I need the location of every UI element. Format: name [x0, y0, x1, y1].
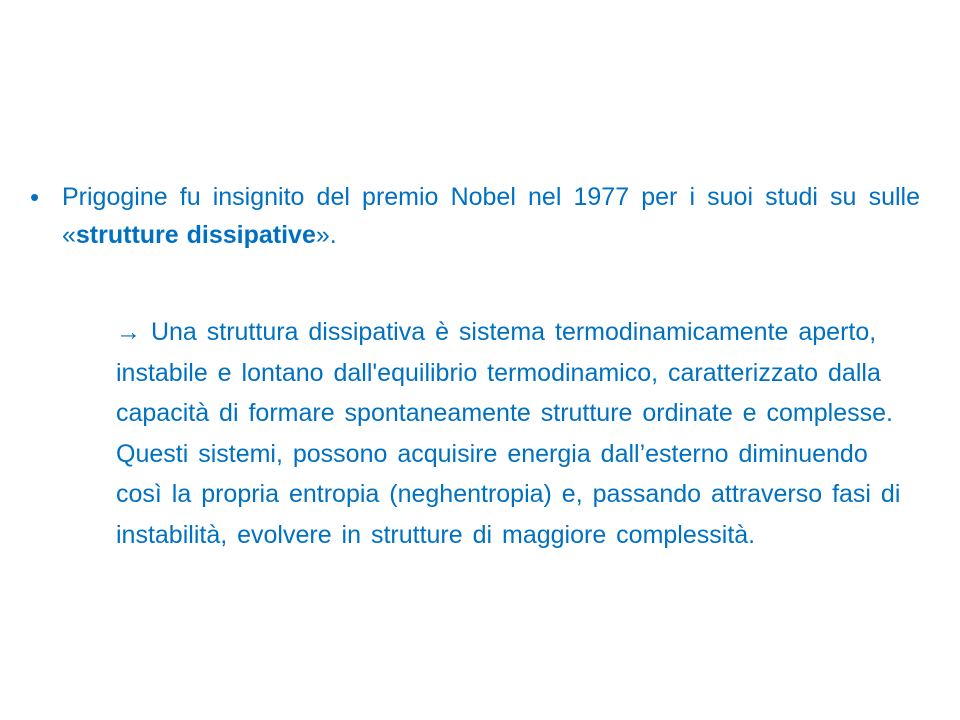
sub-paragraph: → Una struttura dissipativa è sistema termodinamicamente aperto, instabile e lontano dall'equilibrio termodinamico, caratterizzato dalla capacità di formare spontaneamente strutture ordinate e complesse. Questi sistemi, possono acquisire energia dall’esterno diminuendo così la propria entropia (neghentropia) e, passando attraverso fasi di instabilità, evolvere in strutture di maggiore complessità. — [116, 318, 901, 549]
bullet-text — [62, 178, 920, 254]
bullet-bold-term: strutture dissipative — [75, 221, 316, 249]
bullet-item — [30, 178, 920, 254]
bullet-text-after: ». — [315, 221, 337, 249]
bullet-marker: • — [30, 182, 40, 212]
bullet-text-before: Prigogine fu insignito del premio Nobel nel 1977 per i suoi studi su sulle « — [62, 183, 920, 249]
